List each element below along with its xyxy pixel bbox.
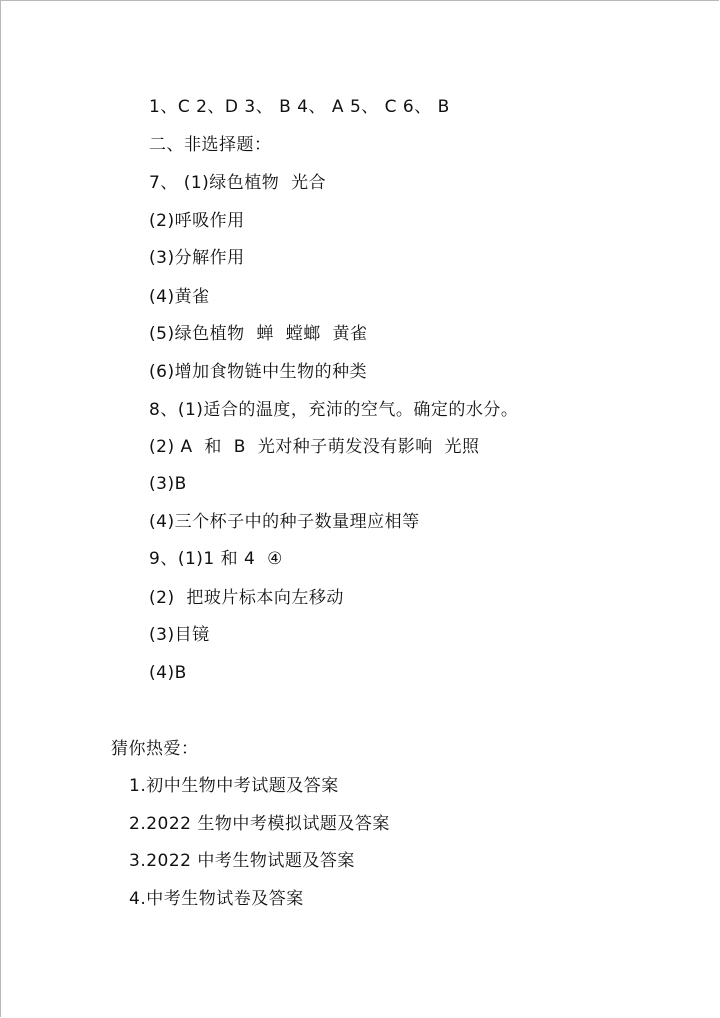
q7-answer-2: (2)呼吸作用: [149, 211, 245, 231]
q7-answer-3: (3)分解作用: [149, 248, 245, 268]
recommend-link-2[interactable]: 2.2022 生物中考模拟试题及答案: [129, 814, 390, 834]
q9-answer-1: 9、(1)1 和 4 ④: [149, 549, 283, 569]
q7-answer-1: 7、 (1)绿色植物 光合: [149, 173, 327, 193]
q7-answer-6: (6)增加食物链中生物的种类: [149, 362, 368, 382]
choice-answers: 1、C 2、D 3、 B 4、 A 5、 C 6、 B: [149, 97, 450, 117]
recommend-heading: 猜你热爱：: [111, 739, 199, 759]
recommend-link-1[interactable]: 1.初中生物中考试题及答案: [129, 776, 339, 796]
recommend-link-4[interactable]: 4.中考生物试卷及答案: [129, 889, 304, 909]
q8-answer-4: (4)三个杯子中的种子数量理应相等: [149, 512, 420, 532]
q7-answer-4: (4)黄雀: [149, 287, 210, 307]
q8-answer-3: (3)B: [149, 474, 187, 494]
q8-answer-2: (2) A 和 B 光对种子萌发没有影响 光照: [149, 437, 480, 457]
q7-answer-5: (5)绿色植物 蝉 螳螂 黄雀: [149, 324, 368, 344]
q9-answer-4: (4)B: [149, 663, 187, 683]
q9-answer-3: (3)目镜: [149, 625, 210, 645]
q8-answer-1: 8、(1)适合的温度，充沛的空气。确定的水分。: [149, 400, 519, 420]
recommend-link-3[interactable]: 3.2022 中考生物试题及答案: [129, 851, 355, 871]
q9-answer-2: (2) 把玻片标本向左移动: [149, 588, 344, 608]
section-title: 二、非选择题：: [149, 135, 272, 155]
